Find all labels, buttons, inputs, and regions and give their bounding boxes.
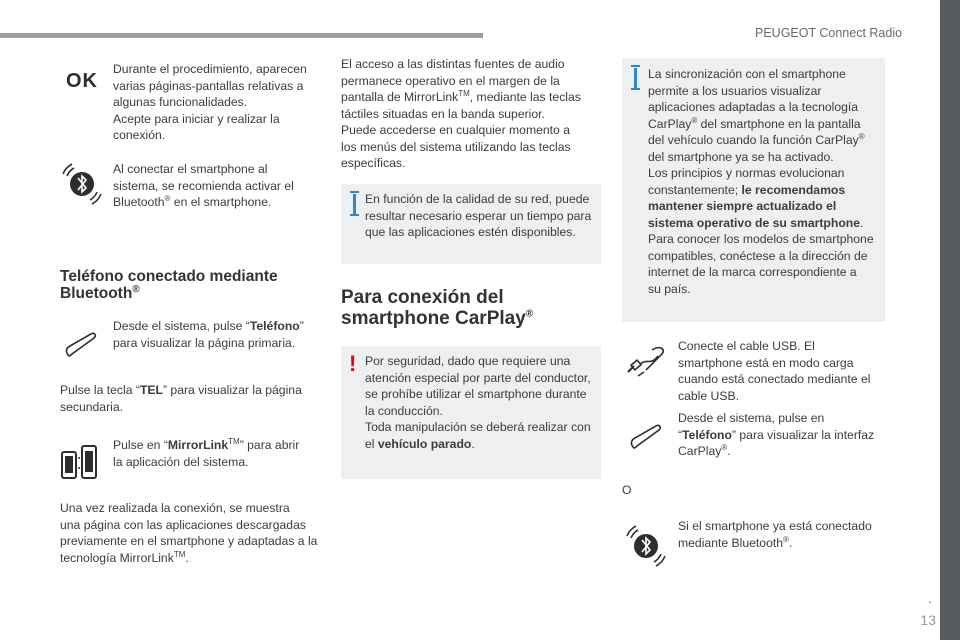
mirrorlink-paragraph: Pulse en “MirrorLink™” para abrir la aplicación del sistema. [113, 436, 300, 469]
section-heading-bluetooth: Teléfono conectado mediante Bluetooth® [60, 268, 278, 302]
info-bar-icon [353, 194, 356, 214]
phone-paragraph: Desde el sistema, pulse “Teléfono” para visualizar la página primaria. [113, 319, 304, 350]
bluetooth-icon [60, 162, 104, 206]
phone-icon [628, 422, 664, 450]
carplay-bluetooth-paragraph: Si el smartphone ya está conectado mediante Bluetooth®. [678, 519, 872, 550]
or-label: O [622, 483, 632, 497]
usb-paragraph: Conecte el cable USB. El smartphone está en modo carga cuando está conectado mediante el cable USB. [678, 339, 871, 403]
info-box-network: En función de la calidad de su red, puede resultar necesario esperar un tiempo para que las aplicaciones estén disponibles. [341, 184, 601, 264]
usb-cable-icon [624, 344, 668, 380]
info-box-carplay: La sincronización con el smartphone permite a los usuarios visualizar aplicaciones adaptadas a la tecnología CarPlay® del smartphone en la pantalla del vehículo cuando la función CarPlay® del smartphone ya se ha activado. Los principios y normas evolucionan constantemente; le recomendamos mantener siempre actualizado el sistema operativo de su smartphone. Para conocer los modelos de smartphone compatibles, conéctese a la dirección de internet de la marca correspondiente a su país. [622, 58, 885, 322]
ok-paragraph: Durante el procedimiento, aparecen varias páginas-pantallas relativas a algunas funcionalidades. Acepte para iniciar y realizar la conexión. [113, 62, 307, 142]
tel-paragraph: Pulse la tecla “TEL” para visualizar la página secundaria. [60, 383, 302, 414]
header-rule [0, 33, 483, 38]
ok-icon: OK [66, 70, 98, 92]
phone-icon [63, 330, 99, 358]
info-bar-icon [634, 68, 637, 88]
bluetooth-icon [624, 524, 668, 568]
continue-mark: . [928, 590, 932, 606]
side-band [940, 0, 960, 640]
section-heading-carplay: Para conexión del smartphone CarPlay® [341, 287, 534, 329]
warning-icon: ! [349, 351, 357, 376]
page-number: 13 [920, 612, 936, 628]
bluetooth-paragraph: Al conectar el smartphone al sistema, se recomienda activar el Bluetooth® en el smartphone. [113, 162, 294, 209]
mirrorlink-icon [60, 444, 100, 482]
connection-paragraph: Una vez realizada la conexión, se muestra una página con las aplicaciones descargadas previamente en el smartphone y adaptadas a la tecnología MirrorLink™. [60, 501, 318, 565]
access-paragraph: El acceso a las distintas fuentes de audio permanece operativo en el margen de la pantalla de MirrorLink™, mediante las teclas táctiles situadas en la banda superior. Puede accederse en cualquier momento a los menús del sistema utilizando las teclas específicas. [341, 57, 581, 170]
warning-box-safety: ! Por seguridad, dado que requiere una atención especial por parte del conductor, se prohíbe utilizar el smartphone durante la conducción. Toda manipulación se deberá realizar con el vehículo parado. [341, 346, 601, 479]
carplay-phone-paragraph: Desde el sistema, pulse en “Teléfono” para visualizar la interfaz CarPlay®. [678, 411, 875, 458]
header-title: PEUGEOT Connect Radio [755, 26, 903, 40]
